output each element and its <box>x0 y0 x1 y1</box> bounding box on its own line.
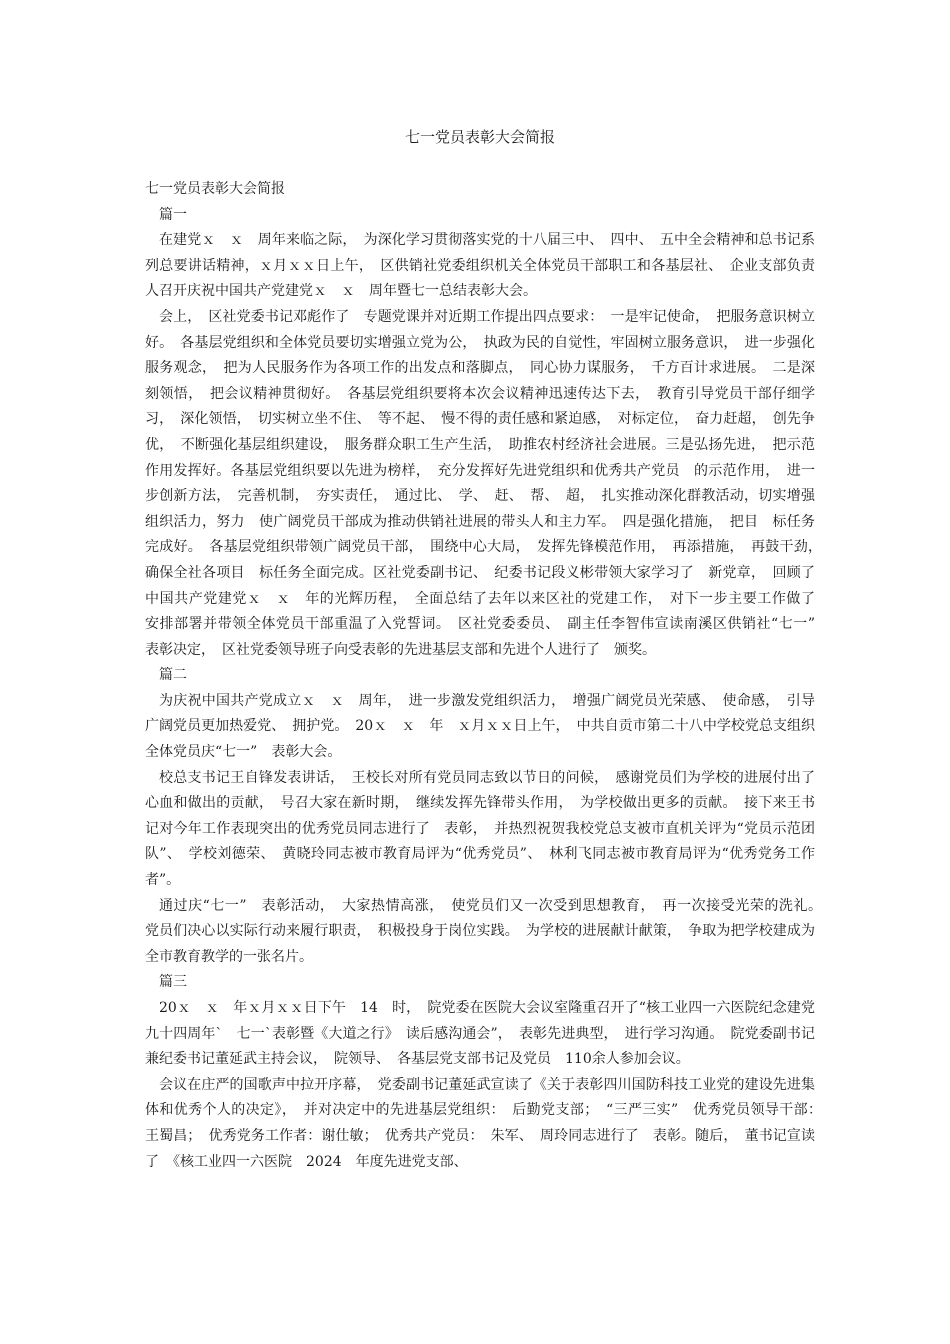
document-body <box>145 177 829 1175</box>
document-title: 七一党员表彰大会简报 <box>404 128 555 146</box>
paragraph: 校总支书记王自锋发表讲话， 王校长对所有党员同志致以节日的问候， 感谢党员们为学校的进展付出了 心血和做出的贡献， 号召大家在新时期， 继续发挥先锋带头作用， 为学校做出更多的贡献。 接下来王书记对今年工作表现突出的优秀党员同志进行了 表彰， 并热烈祝贺我校党总支被市直机关评为“党员示范团队”、 学校刘德荣、 黄晓玲同志被市教育局评为“优秀党员”、 林利飞同志被市教育局评为“优秀党务工作者”。 <box>145 769 829 889</box>
document-subtitle: 七一党员表彰大会简报 <box>145 181 285 197</box>
paragraph: 会上， 区社党委书记邓彪作了 专题党课并对近期工作提出四点要求： 一是牢记使命， 把服务意识树立好。 各基层党组织和全体党员要切实增强立党为公， 执政为民的自觉性，牢固树立服务意识， 进一步强化服务观念， 把为人民服务作为各项工作的出发点和落脚点， 同心协力谋服务， 千方百计求进展。 二是深刻领悟， 把会议精神贯彻好。 各基层党组织要将本次会议精神迅速传达下去， 教育引导党员干部仔细学习， 深化领悟， 切实树立坐不住、 等不起、 慢不得的责任感和紧迫感， 对标定位， 奋力赶超， 创先争优， 不断强化基层组织建设， 服务群众职工生产生活， 助推农村经济社会进展。三是弘扬先进， 把示范作用发挥好。各基层党组织要以先进为榜样， 充分发挥好先进党组织和优秀共产党员 的示范作用， 进一步创新方法， 完善机制， 夯实责任， 通过比、 学、 赶、 帮、 超， 扎实推动深化群教活动，切实增强组织活力，努力 使广阔党员干部成为推动供销社进展的带头人和主力军。 四是强化措施， 把目 标任务完成好。 各基层党组织带领广阔党员干部， 围绕中心大局， 发挥先锋模范作用， 再添措施， 再鼓干劲， 确保全社各项目 标任务全面完成。区社党委副书记、 纪委书记段义彬带领大家学习了 新党章， 回顾了 中国共产党建党ｘ ｘ 年的光辉历程， 全面总结了去年以来区社的党建工作， 对下一步主要工作做了 安排部署并带领全体党员干部重温了入党誓词。 区社党委委员、 副主任李智伟宣读南溪区供销社“七一” 表彰决定， 区社党委领导班子向受表彰的先进基层支部和先进个人进行了 颁奖。 <box>145 308 829 658</box>
section-heading-3: 篇三 <box>159 974 187 991</box>
paragraph: 在建党ｘ ｘ 周年来临之际， 为深化学习贯彻落实党的十八届三中、 四中、 五中全会精神和总书记系列总要讲话精神，ｘ月ｘｘ日上午， 区供销社党委组织机关全体党员干部职工和各基层社、 企业支部负责人召开庆祝中国共产党建党ｘ ｘ 周年暨七一总结表彰大会。 <box>145 232 815 300</box>
section-heading-1: 篇一 <box>159 206 187 223</box>
paragraph: 通过庆“七一” 表彰活动， 大家热情高涨， 使党员们又一次受到思想教育， 再一次接受光荣的洗礼。 党员们决心以实际行动来履行职责， 积极投身于岗位实践。 为学校的进展献计献策， 争取为把学校建成为全市教育教学的一张名片。 <box>145 897 829 965</box>
paragraph: 会议在庄严的国歌声中拉开序幕， 党委副书记董延武宣读了《关于表彰四川国防科技工业党的建设先进集体和优秀个人的决定》， 并对决定中的先进基层党组织： 后勤党支部； “三严三实” 优秀党员领导干部： 王蜀昌； 优秀党务工作者：谢仕敏； 优秀共产党员： 朱军、 周玲同志进行了 表彰。随后， 董书记宣读了 《核工业四一六医院 2024 年度先进党支部、 <box>145 1076 829 1170</box>
paragraph: 为庆祝中国共产党成立ｘ ｘ 周年， 进一步激发党组织活力， 增强广阔党员光荣感、 使命感， 引导广阔党员更加热爱党、 拥护党。 20ｘ ｘ 年 ｘ月ｘｘ日上午， 中共自贡市第二十八中学校党总支组织全体党员庆“七一” 表彰大会。 <box>145 692 815 761</box>
paragraph: 20ｘ ｘ 年ｘ月ｘｘ日下午 14 时， 院党委在医院大会议室隆重召开了“核工业四一六医院纪念建党九十四周年` 七一`表彰暨《大道之行》 读后感沟通会”， 表彰先进典型， 进行学习沟通。 院党委副书记兼纪委书记董延武主持会议， 院领导、 各基层党支部书记及党员 110余人参加会议。 <box>145 1000 815 1068</box>
section-heading-2: 篇二 <box>159 667 187 684</box>
